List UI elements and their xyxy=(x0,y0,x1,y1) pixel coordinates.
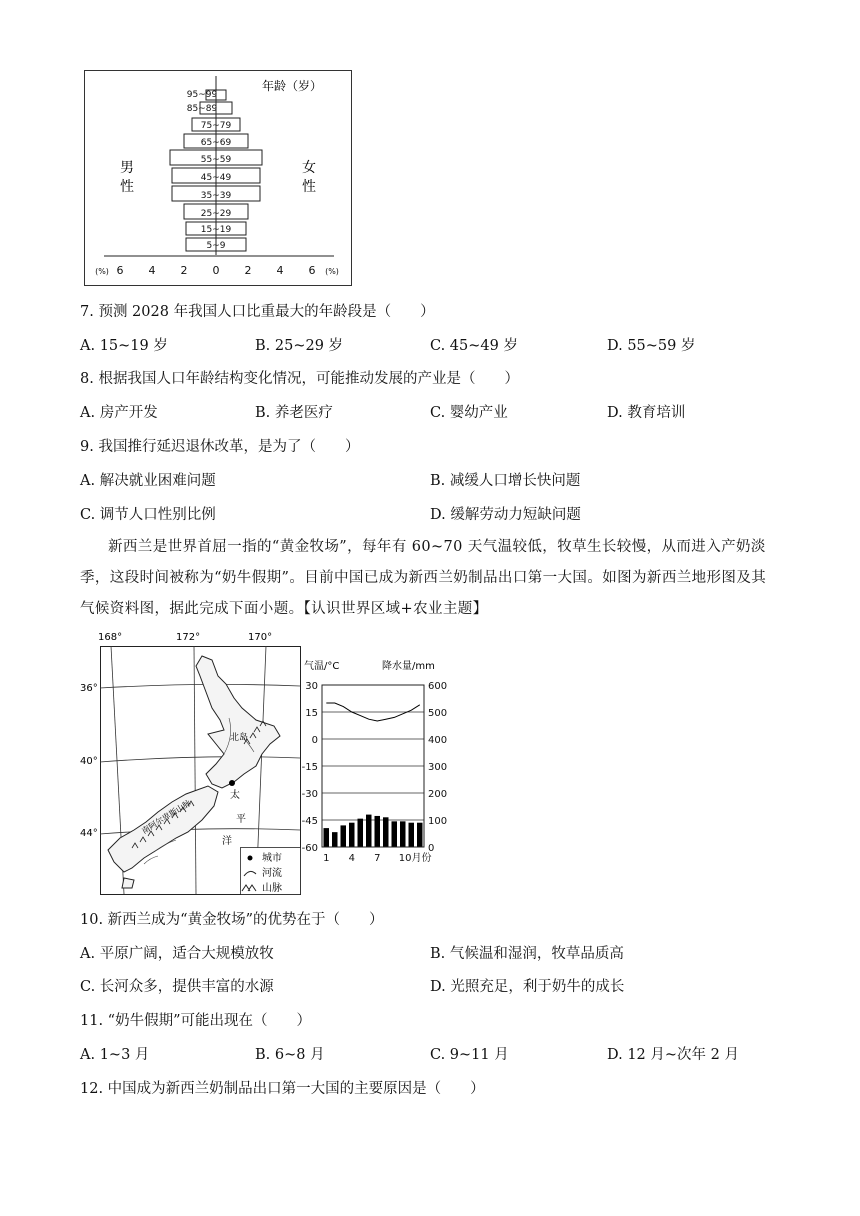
pyramid-age-label: 35~39 xyxy=(200,191,232,201)
city-marker xyxy=(229,780,235,786)
question-9 xyxy=(80,435,359,456)
precip-bar-month-4 xyxy=(349,823,355,847)
legend-mountain-label: 山脉 xyxy=(262,883,282,894)
question-number: 12. xyxy=(80,1081,104,1097)
population-pyramid-svg xyxy=(84,70,352,286)
pyramid-x-tick: 6 xyxy=(116,264,124,277)
question-number: 9. xyxy=(80,439,94,455)
sea-char-3: 洋 xyxy=(222,836,232,847)
q9-option-b[interactable]: B. 减缓人口增长快问题 xyxy=(430,473,581,489)
lat-label-40: 40° xyxy=(80,756,98,767)
q9-option-d[interactable]: D. 缓解劳动力短缺问题 xyxy=(430,507,581,523)
legend-city-label: 城市 xyxy=(262,853,282,864)
question-number: 7. xyxy=(80,304,94,320)
question-7 xyxy=(80,300,435,321)
question-8 xyxy=(80,367,519,388)
q11-option-c[interactable]: C. 9~11 月 xyxy=(430,1047,509,1063)
pyramid-x-tick: 4 xyxy=(276,264,284,277)
precip-bar-month-7 xyxy=(375,816,381,847)
lon-label-168: 168° xyxy=(98,632,123,643)
pyramid-x-tick: 0 xyxy=(212,264,220,277)
precip-bar-month-6 xyxy=(366,815,372,847)
climate-chart-figure xyxy=(298,655,468,867)
question-text: 根据我国人口年龄结构变化情况，可能推动发展的产业是（ ） xyxy=(98,371,519,387)
precip-tick-label: 300 xyxy=(428,762,448,773)
legend-river-label: 河流 xyxy=(262,868,282,879)
pyramid-age-label: 65~69 xyxy=(200,138,232,148)
question-11 xyxy=(80,1009,311,1030)
precip-tick-label: 0 xyxy=(428,843,435,854)
temp-tick-label: 0 xyxy=(311,735,318,746)
pyramid-male-label-1: 男 xyxy=(120,160,134,176)
month-tick-label: 1 xyxy=(323,853,330,864)
population-pyramid-figure xyxy=(84,70,352,286)
stewart-island-shape xyxy=(122,878,134,888)
precip-tick-label: 400 xyxy=(428,735,448,746)
climate-chart-svg xyxy=(298,655,468,867)
q11-option-d[interactable]: D. 12 月~次年 2 月 xyxy=(607,1047,739,1063)
precip-bar-month-1 xyxy=(324,828,330,847)
pyramid-age-axis-label: 年龄（岁） xyxy=(262,79,323,93)
question-10 xyxy=(80,908,384,929)
pyramid-age-label: 75~79 xyxy=(200,121,232,131)
temp-tick-label: 15 xyxy=(305,708,318,719)
temp-tick-label: -30 xyxy=(301,789,318,800)
temp-tick-label: 30 xyxy=(305,681,318,692)
pyramid-female-label-1: 女 xyxy=(302,160,316,176)
sea-char-1: 太 xyxy=(230,790,240,801)
precip-bar-month-8 xyxy=(383,817,389,847)
q11-option-a[interactable]: A. 1~3 月 xyxy=(80,1047,150,1063)
question-text: 我国推行延迟退休改革，是为了（ ） xyxy=(98,439,360,455)
pyramid-age-label: 15~19 xyxy=(200,225,232,235)
q7-option-a[interactable]: A. 15~19 岁 xyxy=(80,338,168,354)
precip-bar-month-11 xyxy=(409,823,415,847)
pyramid-x-tick: 2 xyxy=(244,264,252,277)
precip-bar-month-5 xyxy=(358,819,364,847)
precip-axis-label: 降水量/mm xyxy=(382,661,435,672)
precip-bar-month-9 xyxy=(392,821,398,847)
q8-option-b[interactable]: B. 养老医疗 xyxy=(255,405,333,421)
q11-option-b[interactable]: B. 6~8 月 xyxy=(255,1047,325,1063)
temp-tick-label: -60 xyxy=(301,843,318,854)
question-text: 新西兰成为“黄金牧场”的优势在于（ ） xyxy=(107,912,384,928)
lat-label-36: 36° xyxy=(80,683,98,694)
question-number: 8. xyxy=(80,371,94,387)
north-island-label: 北岛 xyxy=(230,733,249,743)
lon-label-170: 170° xyxy=(248,632,273,643)
precip-bar-month-10 xyxy=(400,821,406,847)
temp-tick-label: -45 xyxy=(301,816,318,827)
legend-city-icon xyxy=(248,856,253,861)
pyramid-x-tick: (%) xyxy=(95,267,109,276)
q10-option-d[interactable]: D. 光照充足，利于奶牛的成长 xyxy=(430,979,625,995)
q8-option-d[interactable]: D. 教育培训 xyxy=(607,405,686,421)
lat-label-44: 44° xyxy=(80,828,98,839)
pyramid-age-label: 25~29 xyxy=(200,209,232,219)
precip-bar-month-12 xyxy=(417,823,423,847)
lon-label-172: 172° xyxy=(176,632,201,643)
pyramid-female-label-2: 性 xyxy=(302,179,316,195)
month-tick-label: 10月份 xyxy=(398,853,432,864)
q7-option-c[interactable]: C. 45~49 岁 xyxy=(430,338,518,354)
q9-option-a[interactable]: A. 解决就业困难问题 xyxy=(80,473,216,489)
precip-tick-label: 600 xyxy=(428,681,448,692)
precip-tick-label: 200 xyxy=(428,789,448,800)
new-zealand-map-figure xyxy=(80,626,306,898)
question-12 xyxy=(80,1077,485,1098)
mountain-range-name: 南阿尔卑斯山脉 xyxy=(140,798,193,836)
q9-option-c[interactable]: C. 调节人口性别比例 xyxy=(80,507,216,523)
pyramid-male-label-2: 性 xyxy=(120,179,134,195)
pyramid-x-tick: 6 xyxy=(308,264,316,277)
q7-option-d[interactable]: D. 55~59 岁 xyxy=(607,338,696,354)
passage-paragraph: 新西兰是世界首屈一指的“黄金牧场”，每年有 60~70 天气温较低，牧草生长较慢，从而进入产奶淡季，这段时间被称为“奶牛假期”。目前中国已成为新西兰奶制品出口第一大国。如图为新西兰地形图及其气候资料图，据此完成下面小题。【认识世界区域+农业主题】 xyxy=(80,539,767,617)
new-zealand-map-svg xyxy=(80,626,306,898)
q8-option-a[interactable]: A. 房产开发 xyxy=(80,405,158,421)
q10-option-a[interactable]: A. 平原广阔，适合大规模放牧 xyxy=(80,946,274,962)
month-tick-label: 7 xyxy=(374,853,381,864)
pyramid-x-tick: 4 xyxy=(148,264,156,277)
question-text: 中国成为新西兰奶制品出口第一大国的主要原因是（ ） xyxy=(107,1081,485,1097)
pyramid-age-label: 55~59 xyxy=(200,155,232,165)
sea-char-2: 平 xyxy=(236,814,246,825)
q7-option-b[interactable]: B. 25~29 岁 xyxy=(255,338,344,354)
temp-axis-label: 气温/°C xyxy=(304,661,340,672)
question-text: 预测 2028 年我国人口比重最大的年龄段是（ ） xyxy=(98,304,435,320)
pyramid-age-label: 5~9 xyxy=(206,241,226,251)
pyramid-x-tick: (%) xyxy=(325,267,339,276)
q8-option-c[interactable]: C. 婴幼产业 xyxy=(430,405,508,421)
pyramid-age-label: 45~49 xyxy=(200,173,232,183)
question-number: 10. xyxy=(80,912,104,928)
question-text: “奶牛假期”可能出现在（ ） xyxy=(107,1013,311,1029)
q10-option-b[interactable]: B. 气候温和湿润，牧草品质高 xyxy=(430,946,624,962)
pyramid-age-label: 95~99 xyxy=(186,90,218,100)
pyramid-x-tick: 2 xyxy=(180,264,188,277)
month-tick-label: 4 xyxy=(348,853,355,864)
precip-tick-label: 100 xyxy=(428,816,448,827)
q10-option-c[interactable]: C. 长河众多，提供丰富的水源 xyxy=(80,979,274,995)
question-number: 11. xyxy=(80,1013,104,1029)
precip-bar-month-3 xyxy=(341,825,347,847)
precip-bar-month-2 xyxy=(332,832,338,847)
precip-tick-label: 500 xyxy=(428,708,448,719)
temp-tick-label: -15 xyxy=(301,762,318,773)
pyramid-age-label: 85~89 xyxy=(186,104,218,114)
